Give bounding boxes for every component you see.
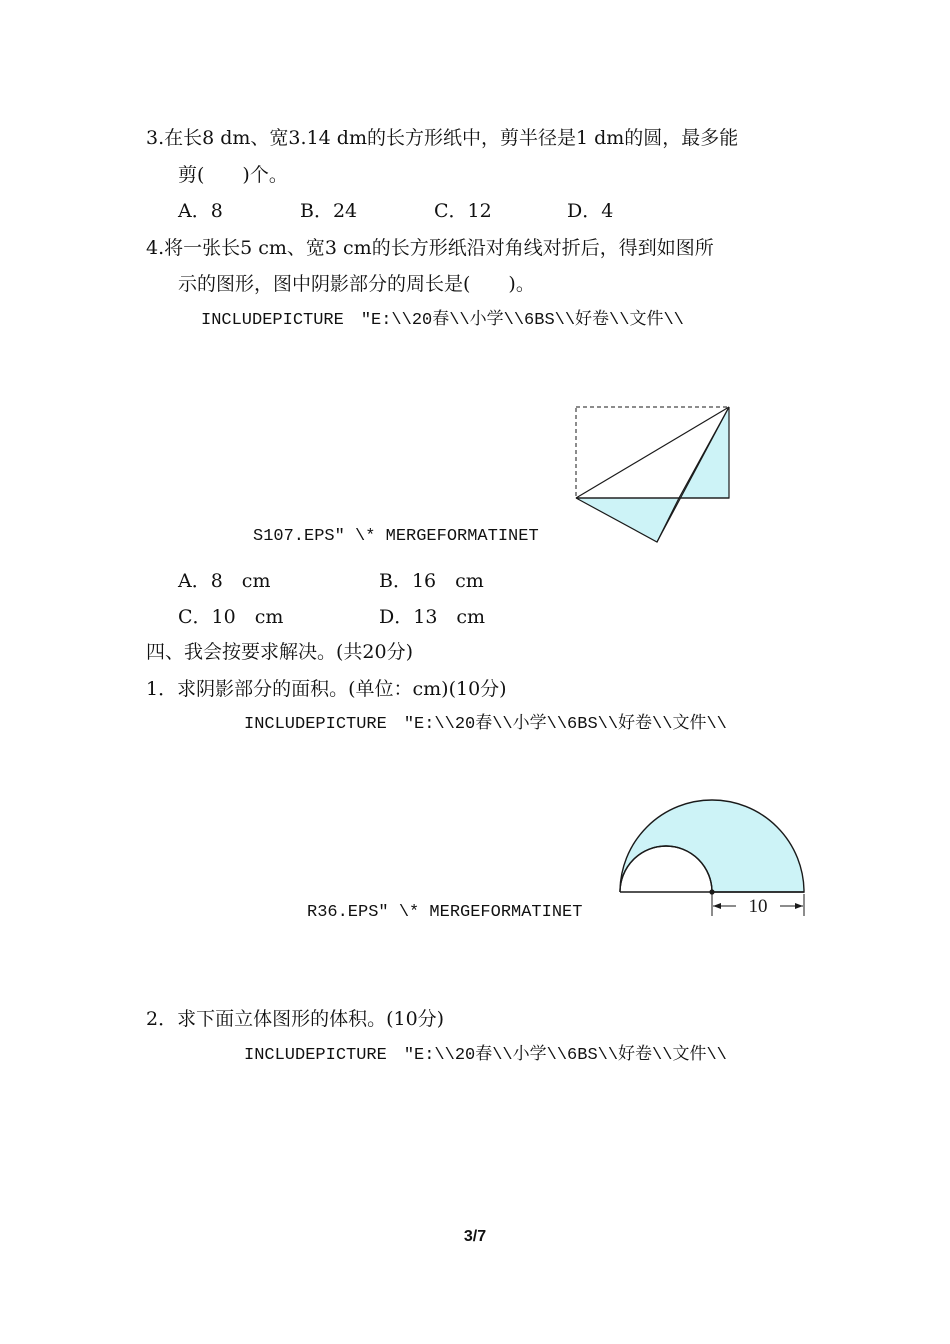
folded-rectangle-figure (570, 400, 736, 548)
q3-option-a: A．8 (178, 200, 223, 222)
dimension-label: 10 (748, 896, 768, 917)
section4-title: 四、我会按要求解决。(共20分) (146, 641, 414, 663)
q4-include-field-end: S107.EPS" \* MERGEFORMATINET (253, 527, 539, 546)
dimension-arrow-right (795, 903, 803, 909)
q3-option-c: C．12 (434, 200, 492, 222)
page-number: 3/7 (463, 1228, 487, 1245)
q4-option-d: D．13 cm (379, 606, 486, 628)
s4-q2-text: 2．求下面立体图形的体积。(10分) (146, 1008, 445, 1030)
q3-option-d: D．4 (567, 200, 614, 222)
q3-line1: 3.在长8 dm、宽3.14 dm的长方形纸中，剪半径是1 dm的圆，最多能 (146, 127, 739, 149)
q3-option-b: B．24 (300, 200, 358, 222)
q4-option-c: C．10 cm (178, 606, 284, 628)
q4-option-a: A．8 cm (178, 570, 271, 592)
s4-q1-text: 1．求阴影部分的面积。(单位：cm)(10分) (146, 678, 507, 700)
q4-line1: 4.将一张长5 cm、宽3 cm的长方形纸沿对角线对折后，得到如图所 (146, 237, 714, 259)
s4-q1-include-field-start: INCLUDEPICTURE "E:\\20春\\小学\\6BS\\好卷\\文件\\ (244, 715, 727, 734)
semicircle-figure (612, 790, 812, 920)
s4-q1-include-field-end: R36.EPS" \* MERGEFORMATINET (307, 903, 583, 922)
shaded-region (620, 800, 804, 892)
shaded-lower-triangle (576, 498, 679, 542)
s4-q2-include-field-start: INCLUDEPICTURE "E:\\20春\\小学\\6BS\\好卷\\文件\\ (244, 1046, 727, 1065)
dimension-arrow-left (713, 903, 721, 909)
q4-option-b: B．16 cm (379, 570, 484, 592)
q4-line2: 示的图形，图中阴影部分的周长是( )。 (178, 273, 535, 295)
q3-line2: 剪( )个。 (178, 164, 288, 186)
center-point (709, 889, 714, 894)
q4-include-field-start: INCLUDEPICTURE "E:\\20春\\小学\\6BS\\好卷\\文件\\ (201, 311, 684, 330)
